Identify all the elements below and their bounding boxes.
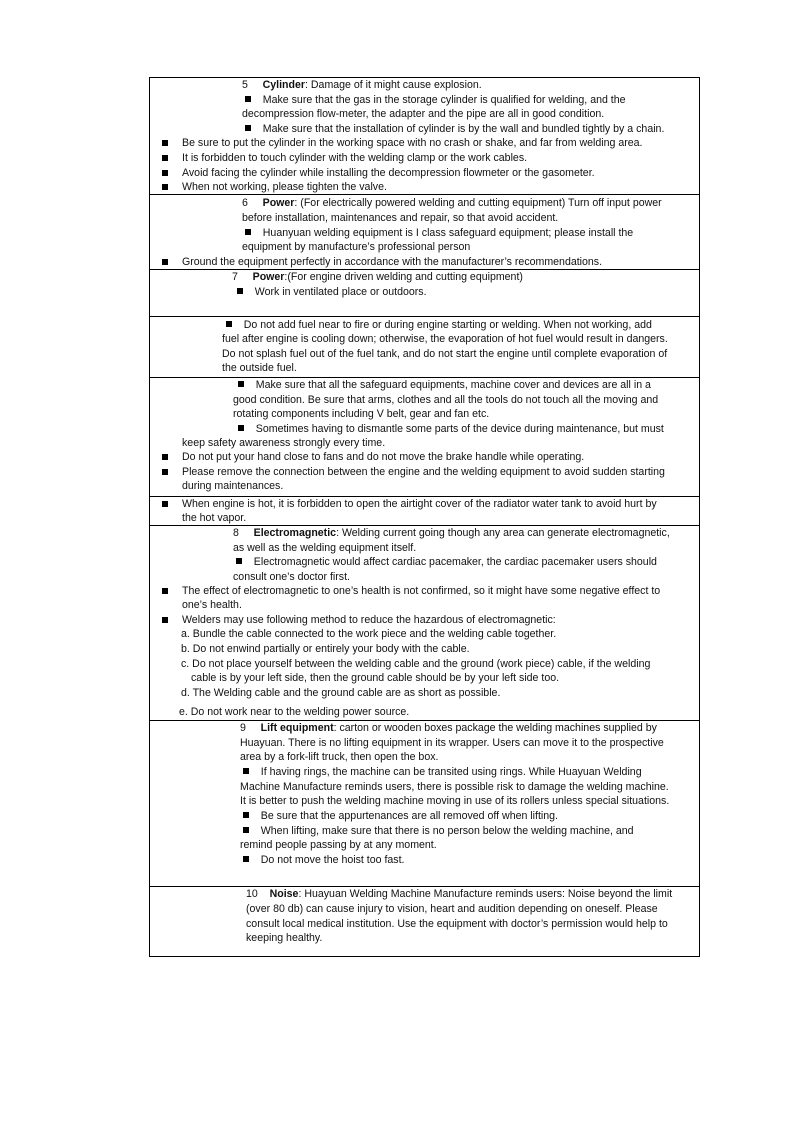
bullet-text: Be sure to put the cylinder in the working space with no crash or shake, and far from welding area.: [182, 137, 643, 149]
section-title: Lift equipment: [260, 722, 334, 734]
section-cylinder: [150, 78, 699, 195]
bullet-text: during maintenances.: [182, 480, 284, 492]
bullet-text: keep safety awareness strongly every time.: [182, 437, 386, 449]
bullet-text: Make sure that all the safeguard equipments, machine cover and devices are all in a: [255, 379, 651, 391]
section-intro: : carton or wooden boxes package the welding machines supplied by: [333, 722, 657, 734]
method-item-e: e. Do not work near to the welding power source.: [179, 706, 410, 718]
bullet-text: rotating components including V belt, gear and fan etc.: [233, 408, 490, 420]
section-power-electric: [150, 195, 699, 270]
bullet-square-icon: [226, 321, 232, 327]
section-title: Power: [252, 271, 285, 283]
bullet-text: the hot vapor.: [182, 512, 247, 524]
section-intro-continued: (over 80 db) can cause injury to vision, heart and audition depending on oneself. Please: [246, 903, 658, 915]
bullet-text: Do not move the hoist too fast.: [260, 854, 405, 866]
section-intro: : Huayuan Welding Machine Manufacture reminds users: Noise beyond the limit: [298, 888, 673, 900]
section-number: 10: [246, 888, 258, 900]
bullet-text: Avoid facing the cylinder while installing the decompression flowmeter or the gasometer.: [182, 167, 595, 179]
bullet-text: It is forbidden to touch cylinder with the welding clamp or the work cables.: [182, 152, 528, 164]
section-power-engine: [150, 270, 699, 317]
section-lift-equipment: [150, 721, 699, 887]
bullet-text: Make sure that the gas in the storage cylinder is qualified for welding, and the: [262, 94, 626, 106]
bullet-square-icon: [162, 454, 168, 460]
bullet-text: When not working, please tighten the valve.: [182, 181, 387, 193]
section-intro: : Damage of it might cause explosion.: [305, 79, 482, 91]
bullet-square-icon: [245, 96, 251, 102]
method-item-c-continued: cable is by your left side, then the ground cable should be by your left side too.: [191, 672, 560, 684]
bullet-square-icon: [162, 617, 168, 623]
bullet-text: When engine is hot, it is forbidden to open the airtight cover of the radiator water tank to avoid hurt by: [182, 498, 657, 510]
bullet-text: fuel after engine is cooling down; otherwise, the evaporation of hot fuel would result in dangers.: [222, 333, 668, 345]
method-item-d: d. The Welding cable and the ground cable are as short as possible.: [181, 687, 501, 699]
section-title: Power: [262, 197, 295, 209]
bullet-text: Huanyuan welding equipment is I class safeguard equipment; please install the: [262, 227, 634, 239]
section-number: 6: [242, 197, 248, 209]
bullet-text: When lifting, make sure that there is no person below the welding machine, and: [260, 825, 634, 837]
bullet-text: If having rings, the machine can be transited using rings. While Huayuan Welding: [260, 766, 642, 778]
bullet-square-icon: [162, 588, 168, 594]
bullet-square-icon: [162, 170, 168, 176]
section-noise: [150, 887, 699, 958]
bullet-text: Machine Manufacture reminds users, there is possible risk to damage the welding machine.: [240, 781, 669, 793]
bullet-text: Welders may use following method to reduce the hazardous of electromagnetic:: [182, 614, 556, 626]
bullet-text: consult one’s doctor first.: [233, 571, 350, 583]
bullet-square-icon: [162, 259, 168, 265]
bullet-square-icon: [238, 381, 244, 387]
bullet-square-icon: [243, 856, 249, 862]
bullet-text: It is better to push the welding machine moving in use of its rollers unless special situations.: [240, 795, 670, 807]
section-number: 7: [232, 271, 238, 283]
bullet-text: Do not splash fuel out of the fuel tank, and do not start the engine until complete evaporation of: [222, 348, 668, 360]
method-item-c: c. Do not place yourself between the welding cable and the ground (work piece) cable, if the welding: [181, 658, 651, 670]
bullet-square-icon: [237, 288, 243, 294]
bullet-text: The effect of electromagnetic to one’s health is not confirmed, so it might have some negative effect to: [182, 585, 661, 597]
section-intro-continued: Huayuan. There is no lifting equipment in its wrapper. Users can move it to the prospective: [240, 737, 664, 749]
bullet-text: Please remove the connection between the engine and the welding equipment to avoid sudden starting: [182, 466, 665, 478]
safety-table: [149, 77, 700, 957]
bullet-text: Do not add fuel near to fire or during engine starting or welding. When not working, add: [243, 319, 652, 331]
bullet-square-icon: [236, 558, 242, 564]
bullet-square-icon: [245, 229, 251, 235]
section-intro-continued: keeping healthy.: [246, 932, 323, 944]
section-number: 5: [242, 79, 248, 91]
method-item-b: b. Do not enwind partially or entirely your body with the cable.: [181, 643, 470, 655]
bullet-text: Electromagnetic would affect cardiac pacemaker, the cardiac pacemaker users should: [253, 556, 657, 568]
bullet-text: decompression flow-meter, the adapter and the pipe are all in good condition.: [242, 108, 605, 120]
bullet-square-icon: [162, 155, 168, 161]
section-title: Cylinder: [262, 79, 306, 91]
bullet-square-icon: [162, 184, 168, 190]
bullet-text: good condition. Be sure that arms, clothes and all the tools do not touch all the moving and: [233, 394, 659, 406]
bullet-text: one’s health.: [182, 599, 242, 611]
bullet-square-icon: [243, 768, 249, 774]
section-title: Noise: [269, 888, 299, 900]
section-number: 9: [240, 722, 246, 734]
bullet-square-icon: [243, 812, 249, 818]
section-title: Electromagnetic: [253, 527, 337, 539]
method-item-a: a. Bundle the cable connected to the work piece and the welding cable together.: [181, 628, 557, 640]
bullet-square-icon: [243, 827, 249, 833]
bullet-square-icon: [238, 425, 244, 431]
bullet-text: the outside fuel.: [222, 362, 297, 374]
bullet-square-icon: [162, 140, 168, 146]
section-electromagnetic: [150, 526, 699, 721]
bullet-square-icon: [162, 469, 168, 475]
section-intro-continued: area by a fork-lift truck, then open the box.: [240, 751, 439, 763]
section-intro-continued: before installation, maintenances and repair, so that avoid accident.: [242, 212, 559, 224]
hot-engine-warning: [150, 497, 699, 526]
bullet-square-icon: [245, 125, 251, 131]
maintenance-warnings: [150, 378, 699, 497]
section-intro-continued: consult local medical institution. Use the equipment with doctor’s permission would help to: [246, 918, 668, 930]
bullet-text: equipment by manufacture’s professional person: [242, 241, 471, 253]
section-intro: : Welding current going though any area can generate electromagnetic,: [336, 527, 670, 539]
bullet-text: Ground the equipment perfectly in accordance with the manufacturer’s recommendations.: [182, 256, 603, 268]
bullet-text: Work in ventilated place or outdoors.: [254, 286, 427, 298]
bullet-text: Sometimes having to dismantle some parts of the device during maintenance, but must: [255, 423, 664, 435]
section-intro-continued: as well as the welding equipment itself.: [233, 542, 417, 554]
fuel-warning: [150, 317, 699, 378]
bullet-text: Do not put your hand close to fans and do not move the brake handle while operating.: [182, 451, 585, 463]
section-intro: :(For engine driven welding and cutting equipment): [284, 271, 523, 283]
bullet-text: remind people passing by at any moment.: [240, 839, 437, 851]
bullet-text: Be sure that the appurtenances are all removed off when lifting.: [260, 810, 558, 822]
bullet-square-icon: [162, 501, 168, 507]
bullet-text: Make sure that the installation of cylinder is by the wall and bundled tightly by a chain.: [262, 123, 665, 135]
section-number: 8: [233, 527, 239, 539]
section-intro: : (For electrically powered welding and cutting equipment) Turn off input power: [294, 197, 662, 209]
